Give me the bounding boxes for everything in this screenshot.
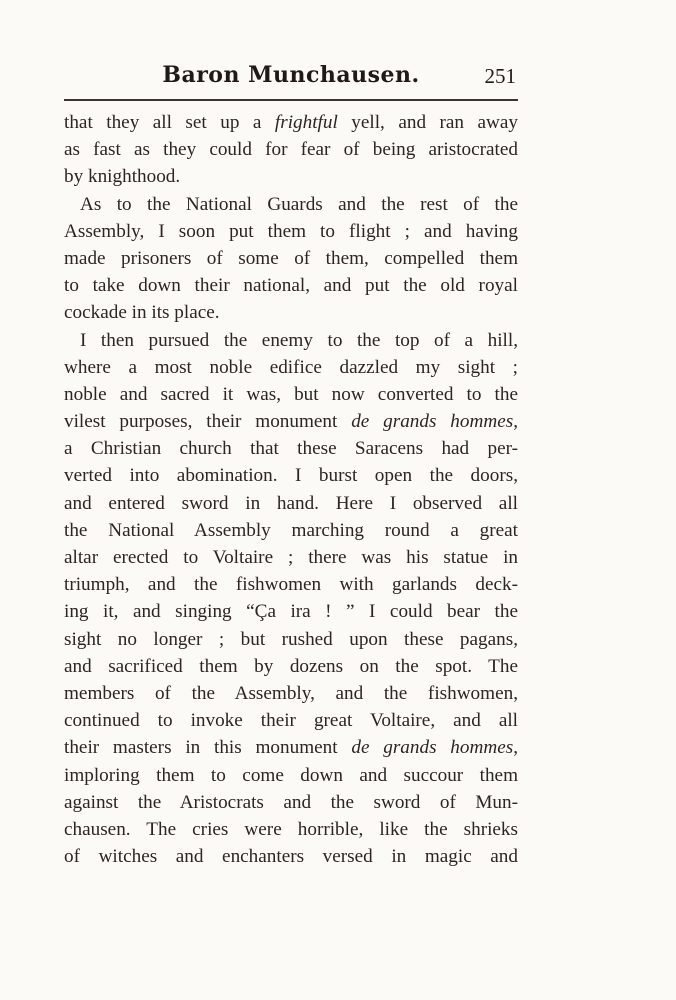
text-line: [64, 544, 518, 571]
text-segment: yell, and ran away: [337, 112, 518, 133]
text-segment: ing it, and singing “Ça ira ! ” I could bear the: [64, 601, 518, 623]
text-line: [64, 734, 518, 761]
text-line: [64, 517, 518, 544]
text-line: [64, 789, 518, 816]
text-segment: altar erected to Voltaire ; there was his statue in: [64, 547, 518, 568]
text-segment: I then pursued the enemy to the top of a hill,: [80, 329, 518, 351]
text-segment: their masters in this monument: [64, 737, 352, 759]
text-line: [64, 598, 518, 625]
text-segment: a Christian church that these Saracens had per-: [64, 438, 518, 460]
text-segment: as fast as they could for fear of being aristocrated: [64, 139, 518, 161]
text-line: [64, 191, 518, 218]
text-line: [64, 218, 518, 245]
running-header: [64, 62, 518, 96]
text-segment: where a most noble edifice dazzled my sight ;: [64, 356, 518, 378]
text-line: [64, 762, 518, 789]
text-line: [64, 816, 518, 843]
text-segment: verted into abomination. I burst open the doors,: [64, 465, 518, 487]
text-segment: against the Aristocrats and the sword of Mun-: [64, 791, 518, 813]
text-segment: ,: [513, 411, 518, 433]
text-segment: the National Assembly marching round a great: [64, 519, 518, 541]
text-segment: chausen. The cries were horrible, like the shrieks: [64, 818, 518, 840]
text-segment: of witches and enchanters versed in magic and: [64, 846, 518, 868]
text-line: [64, 109, 518, 136]
italic-text: de grands hommes: [351, 411, 514, 433]
italic-text: frightful: [274, 112, 338, 133]
text-line: [64, 354, 518, 381]
body-text: [64, 109, 518, 870]
text-line: [64, 327, 518, 354]
text-line: [64, 245, 518, 272]
text-segment: ,: [513, 737, 518, 759]
text-segment: and entered sword in hand. Here I observed all: [64, 492, 518, 514]
text-segment: to take down their national, and put the old royal: [64, 275, 518, 297]
text-line: [64, 136, 518, 163]
text-line: [64, 653, 518, 680]
text-segment: that they all set up a: [64, 112, 275, 133]
text-line: [64, 408, 518, 435]
text-line: [64, 435, 518, 462]
text-line: [64, 163, 518, 190]
text-segment: Assembly, I soon put them to flight ; and having: [64, 220, 518, 242]
text-segment: vilest purposes, their monument: [64, 411, 352, 433]
text-segment: noble and sacred it was, but now converted to the: [64, 383, 518, 405]
text-line: [64, 490, 518, 517]
text-segment: members of the Assembly, and the fishwomen,: [64, 682, 518, 704]
text-segment: triumph, and the fishwomen with garlands deck-: [64, 574, 518, 596]
text-line: [64, 680, 518, 707]
text-line: [64, 299, 518, 326]
text-segment: and sacrificed them by dozens on the spot. The: [64, 655, 518, 677]
text-line: [64, 381, 518, 408]
text-segment: sight no longer ; but rushed upon these pagans,: [64, 628, 518, 650]
text-line: [64, 571, 518, 598]
italic-text: de grands hommes: [351, 737, 514, 759]
text-segment: As to the National Guards and the rest of the: [80, 193, 518, 215]
running-title: Baron Munchausen.: [162, 62, 420, 88]
text-line: [64, 626, 518, 653]
header-rule: [64, 99, 518, 101]
text-segment: imploring them to come down and succour them: [64, 764, 518, 786]
text-segment: cockade in its place.: [64, 302, 220, 324]
text-line: [64, 707, 518, 734]
text-line: [64, 843, 518, 870]
text-segment: by knighthood.: [64, 166, 181, 188]
text-line: [64, 272, 518, 299]
text-line: [64, 462, 518, 489]
text-segment: continued to invoke their great Voltaire, and all: [64, 710, 518, 732]
page-number: 251: [484, 64, 516, 88]
text-segment: made prisoners of some of them, compelled them: [64, 247, 518, 269]
